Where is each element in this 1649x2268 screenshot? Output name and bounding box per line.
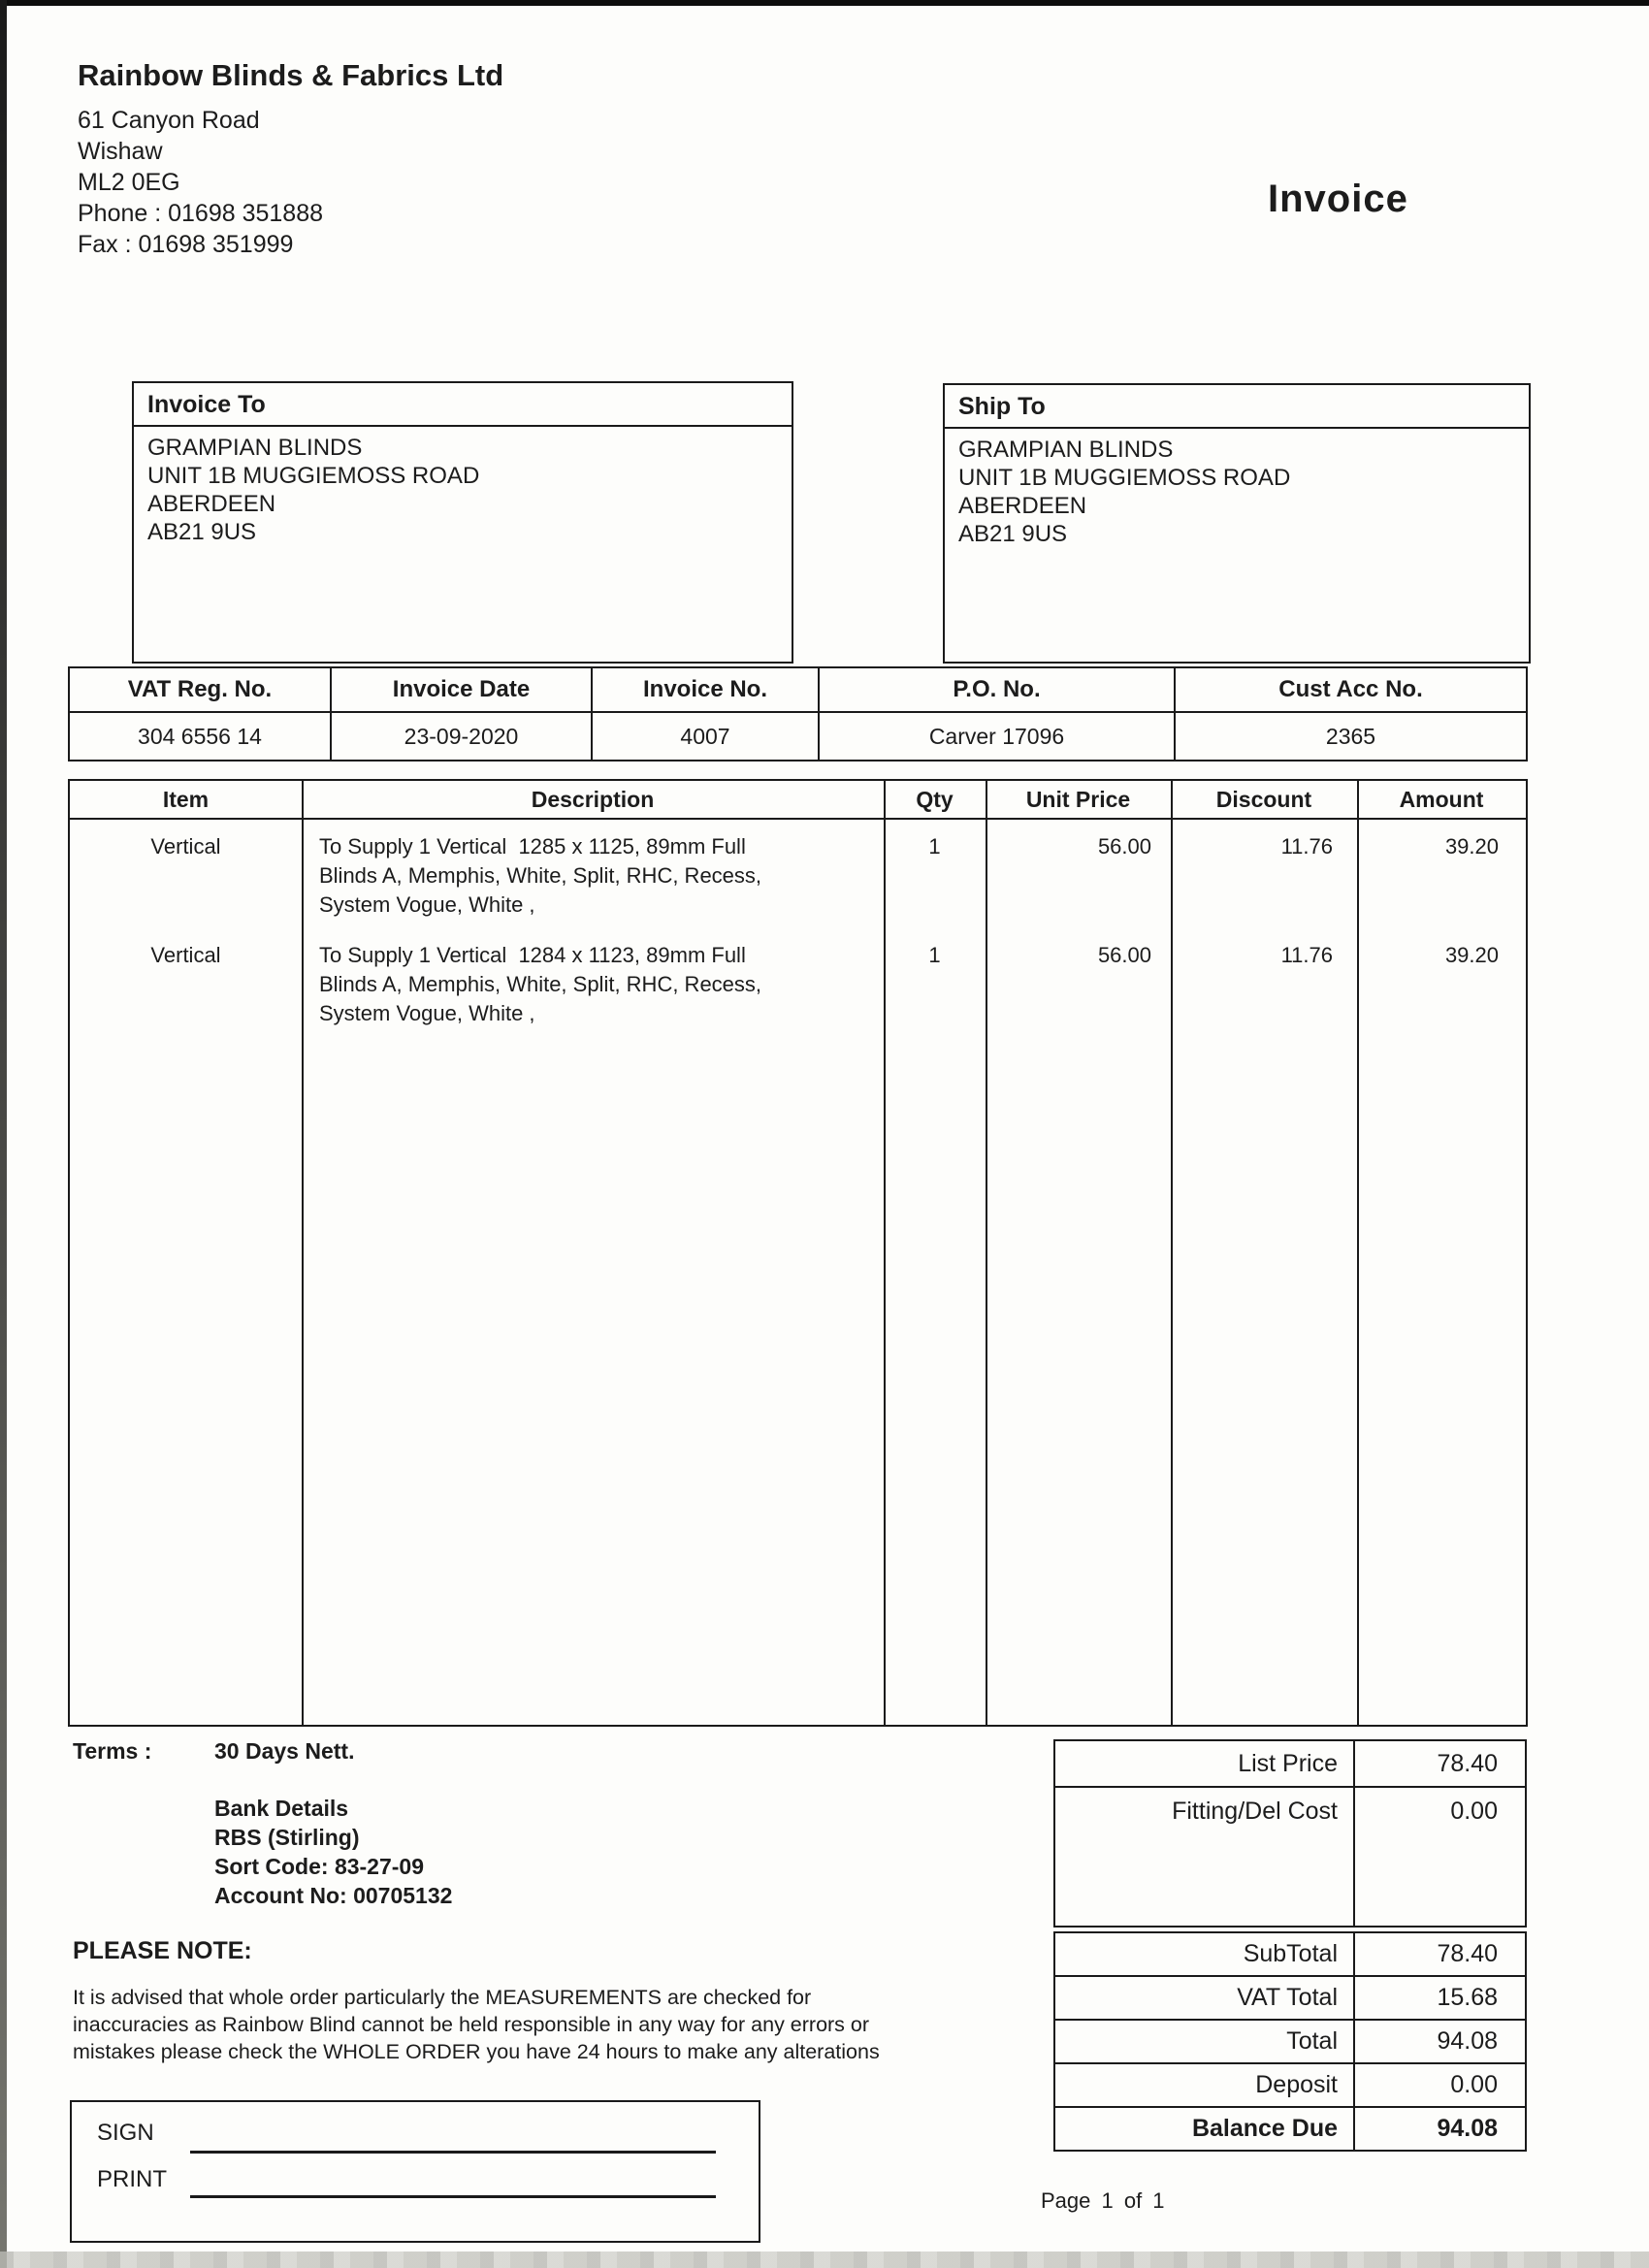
value-invoice-date: 23-09-2020 xyxy=(332,713,593,760)
item-discount: 11.76 xyxy=(1280,834,1333,859)
terms-value: 30 Days Nett. xyxy=(214,1738,355,1764)
total-label: Total xyxy=(1055,2021,1355,2062)
total-row-total xyxy=(1055,2021,1525,2064)
note-line: inaccuracies as Rainbow Blind cannot be held responsible in any way for any errors or xyxy=(73,2013,870,2036)
total-label: VAT Total xyxy=(1055,1977,1355,2019)
address-line: AB21 9US xyxy=(147,519,257,545)
item-amount: 39.20 xyxy=(1444,943,1499,967)
total-row-vat xyxy=(1055,1977,1525,2021)
header-vat-reg-no: VAT Reg. No. xyxy=(70,668,332,713)
header-qty: Qty xyxy=(916,787,954,812)
company-address-line: Wishaw xyxy=(78,138,163,165)
note-line: mistakes please check the WHOLE ORDER you have 24 hours to make any alterations xyxy=(73,2040,880,2063)
ship-to-address xyxy=(945,429,1529,555)
ship-to-box xyxy=(943,383,1531,664)
item-amount: 39.20 xyxy=(1444,834,1499,859)
company-address-line: ML2 0EG xyxy=(78,169,180,196)
header-po-no: P.O. No. xyxy=(820,668,1176,713)
address-line: UNIT 1B MUGGIEMOSS ROAD xyxy=(147,463,480,489)
note-heading: PLEASE NOTE: xyxy=(73,1937,252,1964)
total-value: 15.68 xyxy=(1437,1984,1498,2011)
company-name: Rainbow Blinds & Fabrics Ltd xyxy=(78,58,504,92)
total-row-deposit xyxy=(1055,2064,1525,2108)
description-line: Blinds A, Memphis, White, Split, RHC, Recess, xyxy=(319,972,762,996)
total-value: 94.08 xyxy=(1437,2115,1498,2142)
address-line: AB21 9US xyxy=(958,521,1068,547)
description-line: System Vogue, White , xyxy=(319,1001,535,1025)
invoice-to-header: Invoice To xyxy=(134,383,792,427)
scan-edge-left xyxy=(0,0,7,2268)
bank-details-heading: Bank Details xyxy=(214,1796,349,1821)
invoice-to-address xyxy=(134,427,792,553)
note-line: It is advised that whole order particularly the MEASUREMENTS are checked for xyxy=(73,1986,812,2009)
header-unit-price: Unit Price xyxy=(1025,787,1131,812)
header-invoice-no: Invoice No. xyxy=(593,668,820,713)
table-row xyxy=(70,920,1526,1028)
company-address xyxy=(78,105,323,260)
value-cust-acc-no: 2365 xyxy=(1325,724,1376,749)
total-row-fitting-del-cost xyxy=(1055,1788,1525,1926)
item-unit-price: 56.00 xyxy=(1097,834,1151,859)
bank-account-no: Account No: 00705132 xyxy=(214,1883,453,1908)
sign-line xyxy=(190,2151,716,2154)
item-type: Vertical xyxy=(150,943,221,967)
value-po-no: Carver 17096 xyxy=(820,713,1176,760)
total-label: List Price xyxy=(1055,1741,1355,1786)
total-row-balance-due xyxy=(1055,2108,1525,2150)
page-number: Page 1 of 1 xyxy=(1041,2188,1165,2213)
value-vat-reg-no: 304 6556 14 xyxy=(70,713,332,760)
company-fax: Fax : 01698 351999 xyxy=(78,231,294,258)
description-line: To Supply 1 Vertical 1285 x 1125, 89mm Full xyxy=(319,834,746,859)
column-divider xyxy=(302,781,304,1725)
signature-box xyxy=(70,2100,760,2243)
item-qty: 1 xyxy=(928,943,941,967)
scan-edge-bottom xyxy=(0,2252,1649,2268)
header-discount: Discount xyxy=(1215,787,1312,812)
total-label: Deposit xyxy=(1055,2064,1355,2106)
scan-edge-top xyxy=(0,0,1649,6)
total-label: Balance Due xyxy=(1055,2108,1355,2150)
total-row-subtotal xyxy=(1055,1933,1525,1977)
item-discount: 11.76 xyxy=(1280,943,1333,967)
reference-table xyxy=(68,666,1528,761)
company-phone: Phone : 01698 351888 xyxy=(78,200,324,227)
header-description: Description xyxy=(531,787,655,812)
column-divider xyxy=(986,781,987,1725)
print-line xyxy=(190,2195,716,2198)
terms-label: Terms : xyxy=(73,1738,152,1764)
total-row-list-price xyxy=(1055,1741,1525,1788)
item-unit-price: 56.00 xyxy=(1097,943,1151,967)
item-description xyxy=(302,941,884,1028)
invoice-to-box xyxy=(132,381,793,664)
totals-lower-box xyxy=(1053,1931,1527,2152)
address-line: UNIT 1B MUGGIEMOSS ROAD xyxy=(958,465,1291,491)
header-amount: Amount xyxy=(1399,787,1484,812)
header-invoice-date: Invoice Date xyxy=(332,668,593,713)
description-line: System Vogue, White , xyxy=(319,892,535,917)
print-label: PRINT xyxy=(97,2166,167,2192)
value-invoice-no: 4007 xyxy=(593,713,820,760)
total-value: 94.08 xyxy=(1437,2027,1498,2055)
header-item: Item xyxy=(162,787,210,812)
item-description xyxy=(302,832,884,920)
description-line: To Supply 1 Vertical 1284 x 1123, 89mm Full xyxy=(319,943,746,967)
total-value: 78.40 xyxy=(1437,1750,1498,1777)
items-table xyxy=(68,779,1528,1727)
header-cust-acc-no: Cust Acc No. xyxy=(1176,668,1526,713)
bank-sort-code: Sort Code: 83-27-09 xyxy=(214,1854,425,1879)
table-row xyxy=(70,820,1526,920)
column-divider xyxy=(1171,781,1173,1725)
description-line: Blinds A, Memphis, White, Split, RHC, Recess, xyxy=(319,863,762,888)
company-address-line: 61 Canyon Road xyxy=(78,107,260,134)
bank-details xyxy=(214,1794,452,1910)
total-label: Fitting/Del Cost xyxy=(1055,1788,1355,1926)
address-line: ABERDEEN xyxy=(147,491,276,517)
bank-name: RBS (Stirling) xyxy=(214,1825,360,1850)
total-value: 0.00 xyxy=(1450,2071,1498,2098)
total-value: 78.40 xyxy=(1437,1940,1498,1967)
column-divider xyxy=(1357,781,1359,1725)
total-value: 0.00 xyxy=(1450,1798,1498,1825)
item-qty: 1 xyxy=(928,834,941,859)
item-type: Vertical xyxy=(150,834,221,859)
address-line: GRAMPIAN BLINDS xyxy=(147,435,363,461)
total-label: SubTotal xyxy=(1055,1933,1355,1975)
column-divider xyxy=(884,781,886,1725)
sign-label: SIGN xyxy=(97,2120,154,2146)
address-line: GRAMPIAN BLINDS xyxy=(958,437,1174,463)
items-table-header xyxy=(70,781,1526,820)
note-text xyxy=(73,1984,880,2065)
document-title: Invoice xyxy=(1268,178,1408,220)
ship-to-header: Ship To xyxy=(945,385,1529,429)
totals-upper-box xyxy=(1053,1739,1527,1928)
address-line: ABERDEEN xyxy=(958,493,1087,519)
